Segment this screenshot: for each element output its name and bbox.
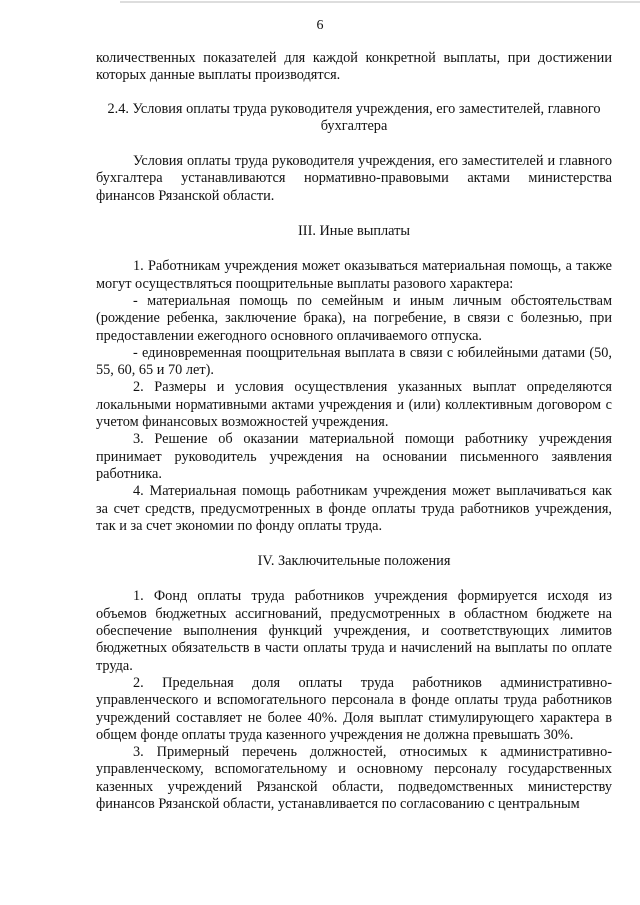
section-heading-2-4: 2.4. Условия оплаты труда руководителя учреждения, его заместителей, главного бухгалтера: [107, 100, 601, 134]
paragraph-continuation: количественных показателей для каждой конкретной выплаты, при достижении которых данные выплаты производятся.: [96, 50, 612, 84]
document-body: [96, 50, 612, 813]
section-heading-iii: III. Иные выплаты: [298, 223, 410, 240]
paragraph-iii-3: 3. Решение об оказании материальной помощи работнику учреждения принимает руководитель учреждения на основании письменного заявления работника.: [96, 431, 612, 482]
paragraph-iii-2: 2. Размеры и условия осуществления указанных выплат определяются локальными нормативными актами учреждения и (или) коллективным договором с учетом финансовых возможностей учреждения.: [96, 379, 612, 431]
page-number: 6: [316, 18, 324, 33]
paragraph-iv-3: 3. Примерный перечень должностей, относимых к административно-управленческому, вспомогательному и основному персоналу государственных казенных учреждений Рязанской области, подведомственных министерству финансов Рязанской области, устанавливается по согласованию с центральным: [96, 744, 612, 812]
list-item-material-aid: - материальная помощь по семейным и иным личным обстоятельствам (рождение ребенка, заключение брака), на погребение, в связи с болезнью, при предоставлении ежегодного основного оплачиваемого отпуска.: [96, 292, 612, 344]
paragraph-iii-4: 4. Материальная помощь работникам учреждения может выплачиваться как за счет средств, предусмотренных в фонде оплаты труда работников учреждения, так и за счет экономии по фонду оплаты труда.: [96, 483, 612, 534]
paragraph-iv-1: 1. Фонд оплаты труда работников учреждения формируется исходя из объемов бюджетных ассигнований, предусмотренных в областном бюджете на обеспечение выполнения функций учреждения, и соответствующих лимитов бюджетных обязательств в части оплаты труда и начислений на выплаты по оплате труда.: [96, 588, 612, 674]
paragraph-2-4-conditions: Условия оплаты труда руководителя учреждения, его заместителей и главного бухгалтера устанавливаются нормативно-правовыми актами министерства финансов Рязанской области.: [96, 153, 612, 204]
section-heading-iv: IV. Заключительные положения: [257, 553, 451, 570]
paragraph-iii-1: 1. Работникам учреждения может оказываться материальная помощь, а также могут осуществляться поощрительные выплаты разового характера:: [96, 258, 612, 292]
scan-edge-line: [120, 1, 640, 3]
paragraph-iv-2: 2. Предельная доля оплаты труда работников административно-управленческого и вспомогательного персонала в фонде оплаты труда работников учреждений составляет не более 40%. Доля выплат стимулирующего характера в общем фонде оплаты труда казенного учреждения не должна превышать 30%.: [96, 674, 612, 743]
list-item-anniversary-payment: - единовременная поощрительная выплата в связи с юбилейными датами (50, 55, 60, 65 и 70 лет).: [96, 344, 612, 379]
